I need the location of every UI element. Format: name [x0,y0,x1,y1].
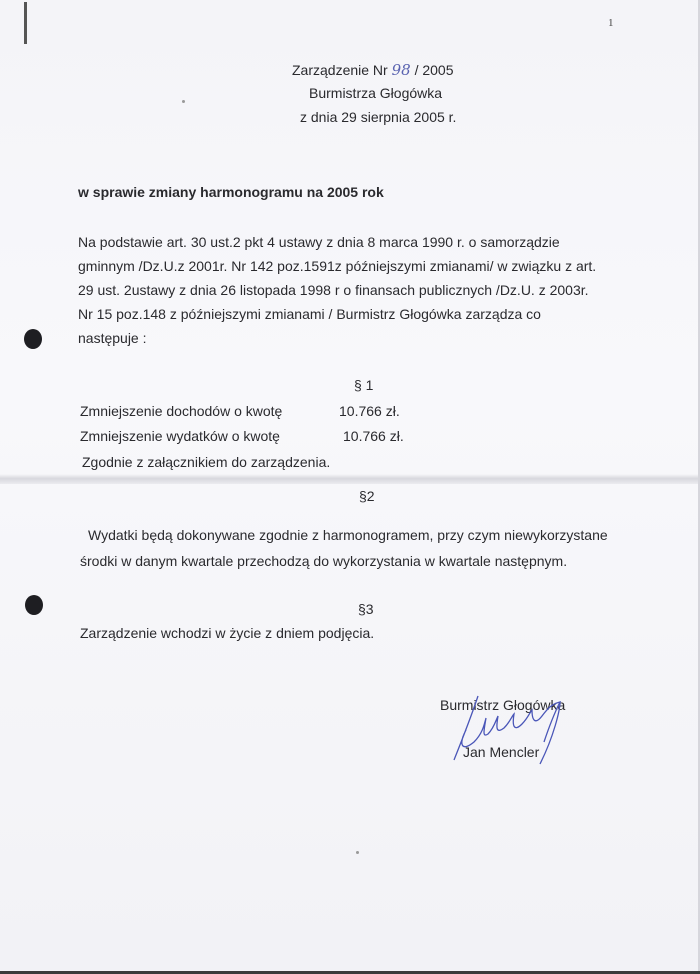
section-2-line: Wydatki będą dokonywane zgodnie z harmonogramem, przy czym niewykorzystane [88,527,608,543]
signatory-name: Jan Mencler [463,744,540,760]
handwritten-signature [448,690,578,770]
section-2-text [80,522,608,574]
section-2-heading: §2 [359,488,375,504]
punch-hole [24,329,42,349]
punch-hole [25,595,43,615]
preamble-line: 29 ust. 2ustawy z dnia 26 listopada 1998 r o finansach publicznych /Dz.U. z 2003r. [78,282,589,298]
issuer: Burmistrza Głogówka [309,85,443,101]
handwritten-number: 98 [391,61,411,79]
preamble-line: następuje : [78,330,147,346]
staple-mark [24,2,27,44]
section-3-text: Zarządzenie wchodzi w życie z dniem podjęcia. [80,625,375,641]
document-subject: w sprawie zmiany harmonogramu na 2005 rok [78,184,384,200]
amount-label: Zmniejszenie dochodów o kwotę [80,403,283,419]
amount-label: Zmniejszenie wydatków o kwotę [80,428,280,444]
section-1-heading: § 1 [354,377,374,393]
page-number: 1 [608,17,614,29]
scan-speck [356,851,359,854]
section-3-heading: §3 [358,601,374,617]
amount-value: 10.766 zł. [343,428,404,444]
amount-value: 10.766 zł. [339,403,400,419]
preamble [78,230,638,350]
document-title [292,61,454,79]
title-suffix: / 2005 [410,62,454,78]
preamble-line: gminnym /Dz.U.z 2001r. Nr 142 poz.1591z późniejszymi zmianami/ w związku z art. [78,258,597,274]
amount-row [80,428,404,444]
section-2-line: środki w danym kwartale przechodzą do wykorzystania w kwartale następnym. [80,553,568,569]
section-1-note: Zgodnie z załącznikiem do zarządzenia. [82,454,331,470]
preamble-line: Nr 15 poz.148 z późniejszymi zmianami / Burmistrz Głogówka zarządza co [78,306,541,322]
preamble-line: Na podstawie art. 30 ust.2 pkt 4 ustawy z dnia 8 marca 1990 r. o samorządzie [78,234,560,250]
scan-speck [182,100,185,103]
signatory-title: Burmistrz Głogówka [440,697,566,713]
paper-fold [0,474,700,484]
amount-row [80,403,400,419]
document-date: z dnia 29 sierpnia 2005 r. [300,109,457,125]
title-prefix: Zarządzenie Nr [292,62,392,78]
